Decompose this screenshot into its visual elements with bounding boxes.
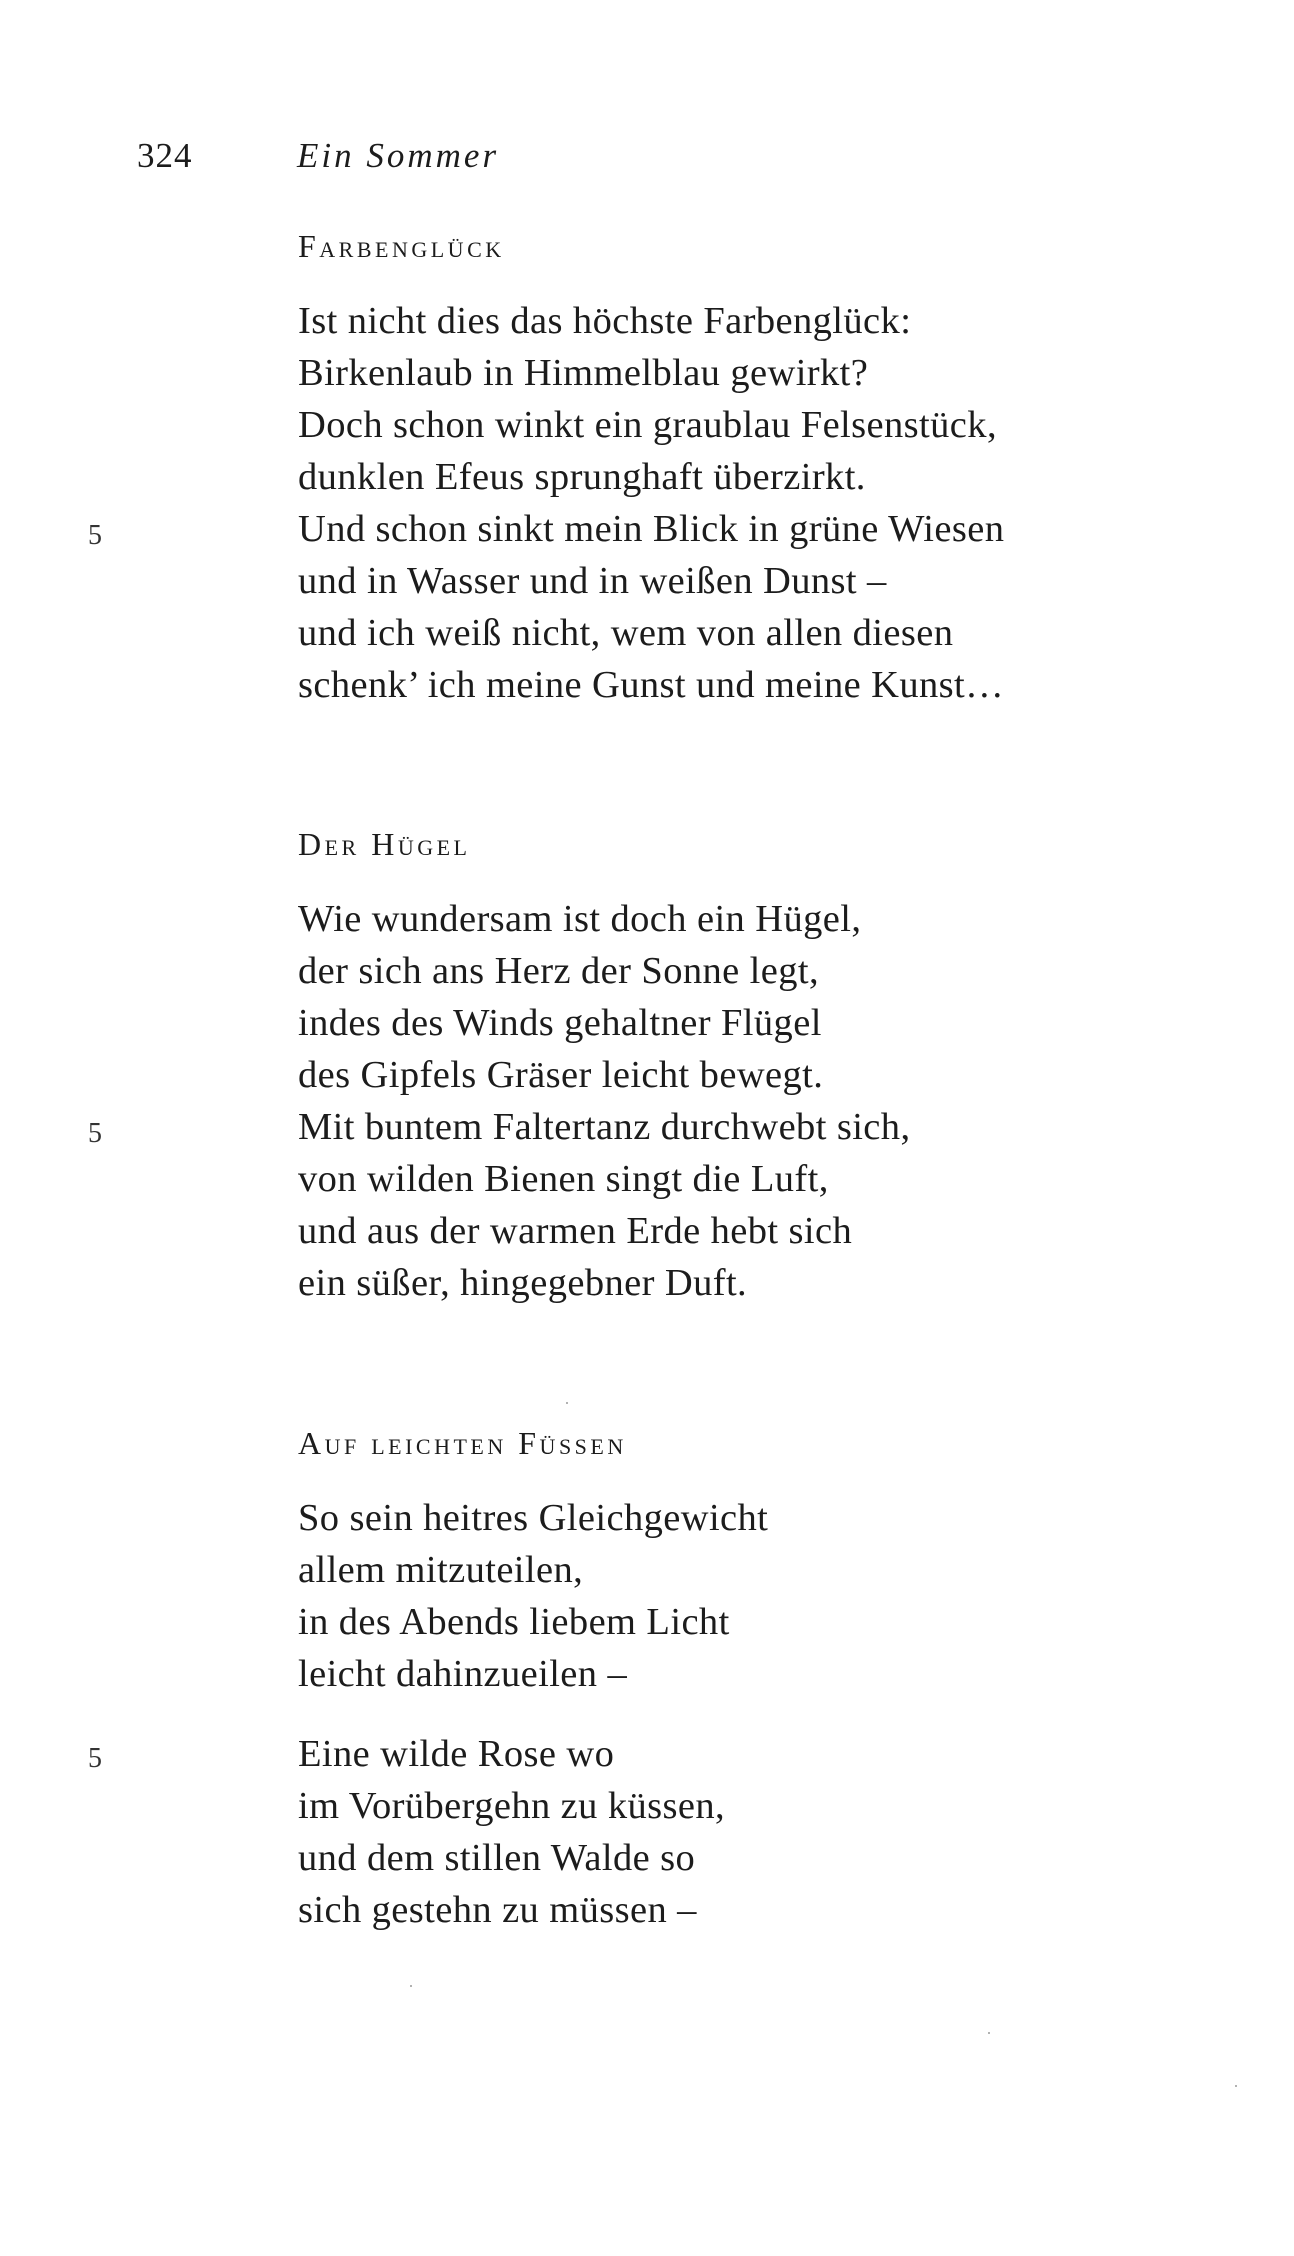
verse-line: So sein heitres Gleichgewicht (298, 1497, 769, 1539)
poem-auf-leichten-fuessen-stanza-2 (298, 1728, 725, 1936)
verse-line: in des Abends liebem Licht (298, 1601, 730, 1643)
verse-line: sich gestehn zu müssen – (298, 1889, 697, 1931)
verse-line: im Vorübergehn zu küssen, (298, 1785, 726, 1827)
verse-line: ein süßer, hingegebner Duft. (298, 1262, 748, 1304)
paper-speck (566, 1402, 568, 1404)
verse-line: schenk’ ich meine Gunst und meine Kunst… (298, 664, 1005, 706)
running-title: Ein Sommer (297, 136, 500, 175)
verse-line: Eine wilde Rose wo (298, 1733, 615, 1775)
verse-line: des Gipfels Gräser leicht bewegt. (298, 1054, 824, 1096)
poem-farbenglueck-stanza (298, 295, 1004, 711)
verse-line: leicht dahinzueilen – (298, 1653, 628, 1695)
poem-auf-leichten-fuessen-stanza-1 (298, 1492, 768, 1700)
verse-line: Mit buntem Faltertanz durchwebt sich, (298, 1106, 911, 1148)
verse-line: allem mitzuteilen, (298, 1549, 584, 1591)
verse-line: Birkenlaub in Himmelblau gewirkt? (298, 352, 869, 394)
verse-line: und in Wasser und in weißen Dunst – (298, 560, 887, 602)
page-number: 324 (137, 136, 193, 175)
verse-line: dunklen Efeus sprunghaft überzirkt. (298, 456, 866, 498)
verse-line: Doch schon winkt ein graublau Felsenstück, (298, 404, 997, 446)
paper-speck (988, 2032, 990, 2034)
poem-title-farbenglueck: Farbenglück (298, 228, 505, 264)
line-number-marker: 5 (88, 1118, 102, 1149)
verse-line: und aus der warmen Erde hebt sich (298, 1210, 853, 1252)
verse-line: der sich ans Herz der Sonne legt, (298, 950, 820, 992)
paper-speck (410, 1985, 412, 1987)
poem-der-huegel-stanza (298, 893, 910, 1309)
verse-line: und dem stillen Walde so (298, 1837, 696, 1879)
paper-speck (1235, 2085, 1237, 2087)
verse-line: und ich weiß nicht, wem von allen diesen (298, 612, 954, 654)
verse-line: Und schon sinkt mein Blick in grüne Wiesen (298, 508, 1005, 550)
verse-line: Wie wundersam ist doch ein Hügel, (298, 898, 862, 940)
verse-line: Ist nicht dies das höchste Farbenglück: (298, 300, 912, 342)
verse-line: indes des Winds gehaltner Flügel (298, 1002, 822, 1044)
line-number-marker: 5 (88, 1743, 102, 1774)
line-number-marker: 5 (88, 520, 102, 551)
poem-title-der-huegel: Der Hügel (298, 826, 471, 862)
poem-title-auf-leichten-fuessen: Auf leichten Füssen (298, 1425, 627, 1461)
verse-line: von wilden Bienen singt die Luft, (298, 1158, 829, 1200)
